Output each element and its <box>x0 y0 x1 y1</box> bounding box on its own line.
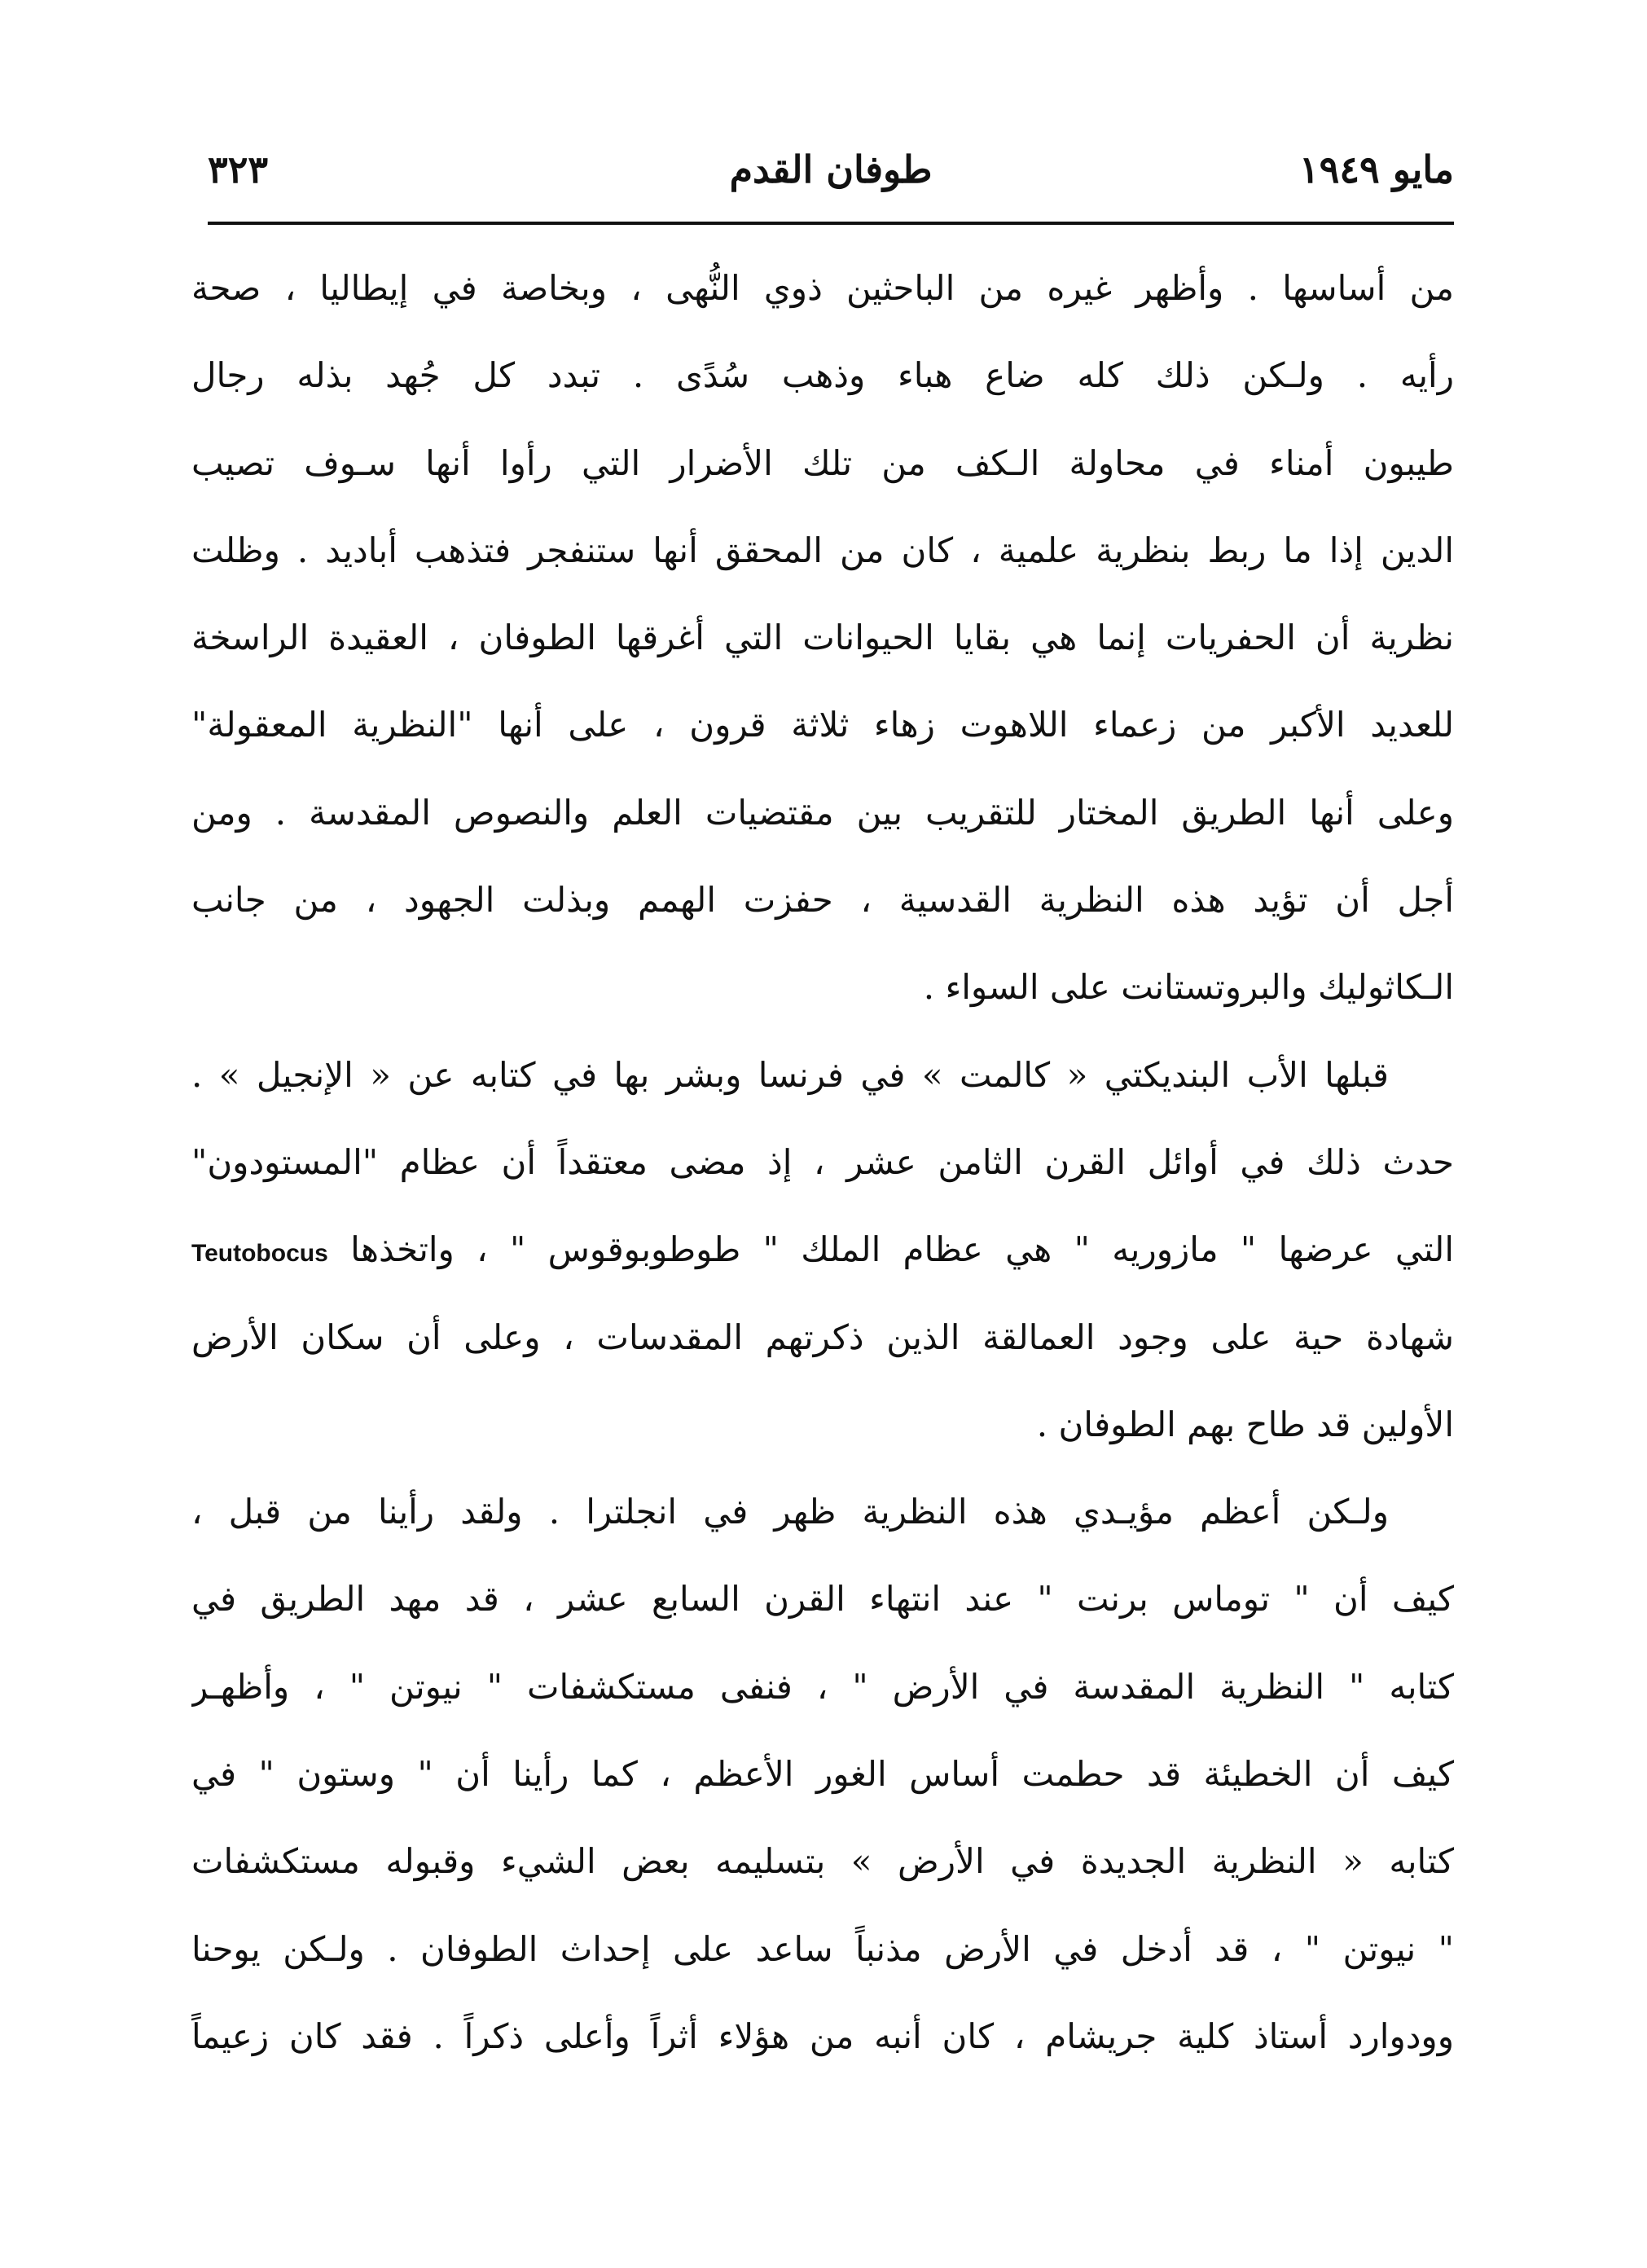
text-line: وودوارد أستاذ كلية جريشام ، كان أنبه من هؤلاء أثراً وأعلى ذكراً . فقد كان زعيماً <box>191 2015 1454 2056</box>
latin-name: Teutobocus <box>191 1240 328 1268</box>
text-line: طيبون أمناء في محاولة الـكف من تلك الأضرار التي رأوا أنها سـوف تصيب <box>191 442 1454 483</box>
text-line: الـكاثوليك والبروتستانت على السواء . <box>923 967 1454 1008</box>
header-title: طوفان القدم <box>729 147 933 191</box>
page-number: ٣٢٣ <box>208 147 269 191</box>
text-line: شهادة حية على وجود العمالقة الذين ذكرتهم المقدسات ، وعلى أن سكان الأرض <box>191 1316 1454 1357</box>
text-line: كيف أن الخطيئة قد حطمت أساس الغور الأعظم ، كما رأينا أن " وستون " في <box>191 1754 1454 1795</box>
text-line: ولـكن أعظم مؤيـدي هذه النظرية ظهر في انجلترا . ولقد رأينا من قبل ، <box>191 1492 1389 1532</box>
text-line: قبلها الأب البنديكتي « كالمت » في فرنسا وبشر بها في كتابه عن « الإنجيل » . <box>191 1054 1389 1095</box>
text-line: من أساسها . وأظهر غيره من الباحثين ذوي النُّهى ، وبخاصة في إيطاليا ، صحة <box>191 268 1454 308</box>
text-line: " نيوتن " ، قد أدخل في الأرض مذنباً ساعد على إحداث الطوفان . ولـكن يوحنا <box>191 1928 1454 1969</box>
text-line: رأيه . ولـكن ذلك كله ضاع هباء وذهب سُدًى . تبدد كل جُهد بذله رجال <box>191 355 1454 396</box>
text-line: للعديد الأكبر من زعماء اللاهوت زهاء ثلاثة قرون ، على أنها "النظرية المعقولة" <box>191 705 1454 745</box>
text-line: أجل أن تؤيد هذه النظرية القدسية ، حفزت الهمم وبذلت الجهود ، من جانب <box>191 880 1454 921</box>
text-line: الأولين قد طاح بهم الطوفان . <box>1036 1404 1454 1444</box>
running-header <box>208 137 1454 202</box>
header-date: مايو ١٩٤٩ <box>1298 147 1454 191</box>
paragraph-1 <box>191 244 1454 1031</box>
text-line: كيف أن " توماس برنت " عند انتهاء القرن السابع عشر ، قد مهد الطريق في <box>191 1579 1454 1620</box>
text-line: الدين إذا ما ربط بنظرية علمية ، كان من المحقق أنها ستنفجر فتذهب أباديد . وظلت <box>191 530 1454 570</box>
text-line: وعلى أنها الطريق المختار للتقريب بين مقتضيات العلم والنصوص المقدسة . ومن <box>191 792 1454 833</box>
text-line: كتابه « النظرية الجديدة في الأرض » بتسليمه بعض الشيء وقبوله مستكشفات <box>191 1841 1454 1882</box>
text-segment: التي عرضها " مازوريه " هي عظام الملك " طوطوبوقوس " ، واتخذها <box>350 1229 1454 1270</box>
text-line: كتابه " النظرية المقدسة في الأرض " ، فنفى مستكشفات " نيوتن " ، وأظهـر <box>191 1666 1454 1707</box>
header-rule <box>208 222 1454 225</box>
text-line <box>191 1206 1454 1293</box>
paragraph-3 <box>191 1468 1454 2080</box>
body-text <box>191 244 1454 2080</box>
paragraph-2 <box>191 1031 1454 1468</box>
text-line: نظرية أن الحفريات إنما هي بقايا الحيوانات التي أغرقها الطوفان ، العقيدة الراسخة <box>191 618 1454 658</box>
text-line: حدث ذلك في أوائل القرن الثامن عشر ، إذ مضى معتقداً أن عظام "المستودون" <box>191 1141 1454 1182</box>
